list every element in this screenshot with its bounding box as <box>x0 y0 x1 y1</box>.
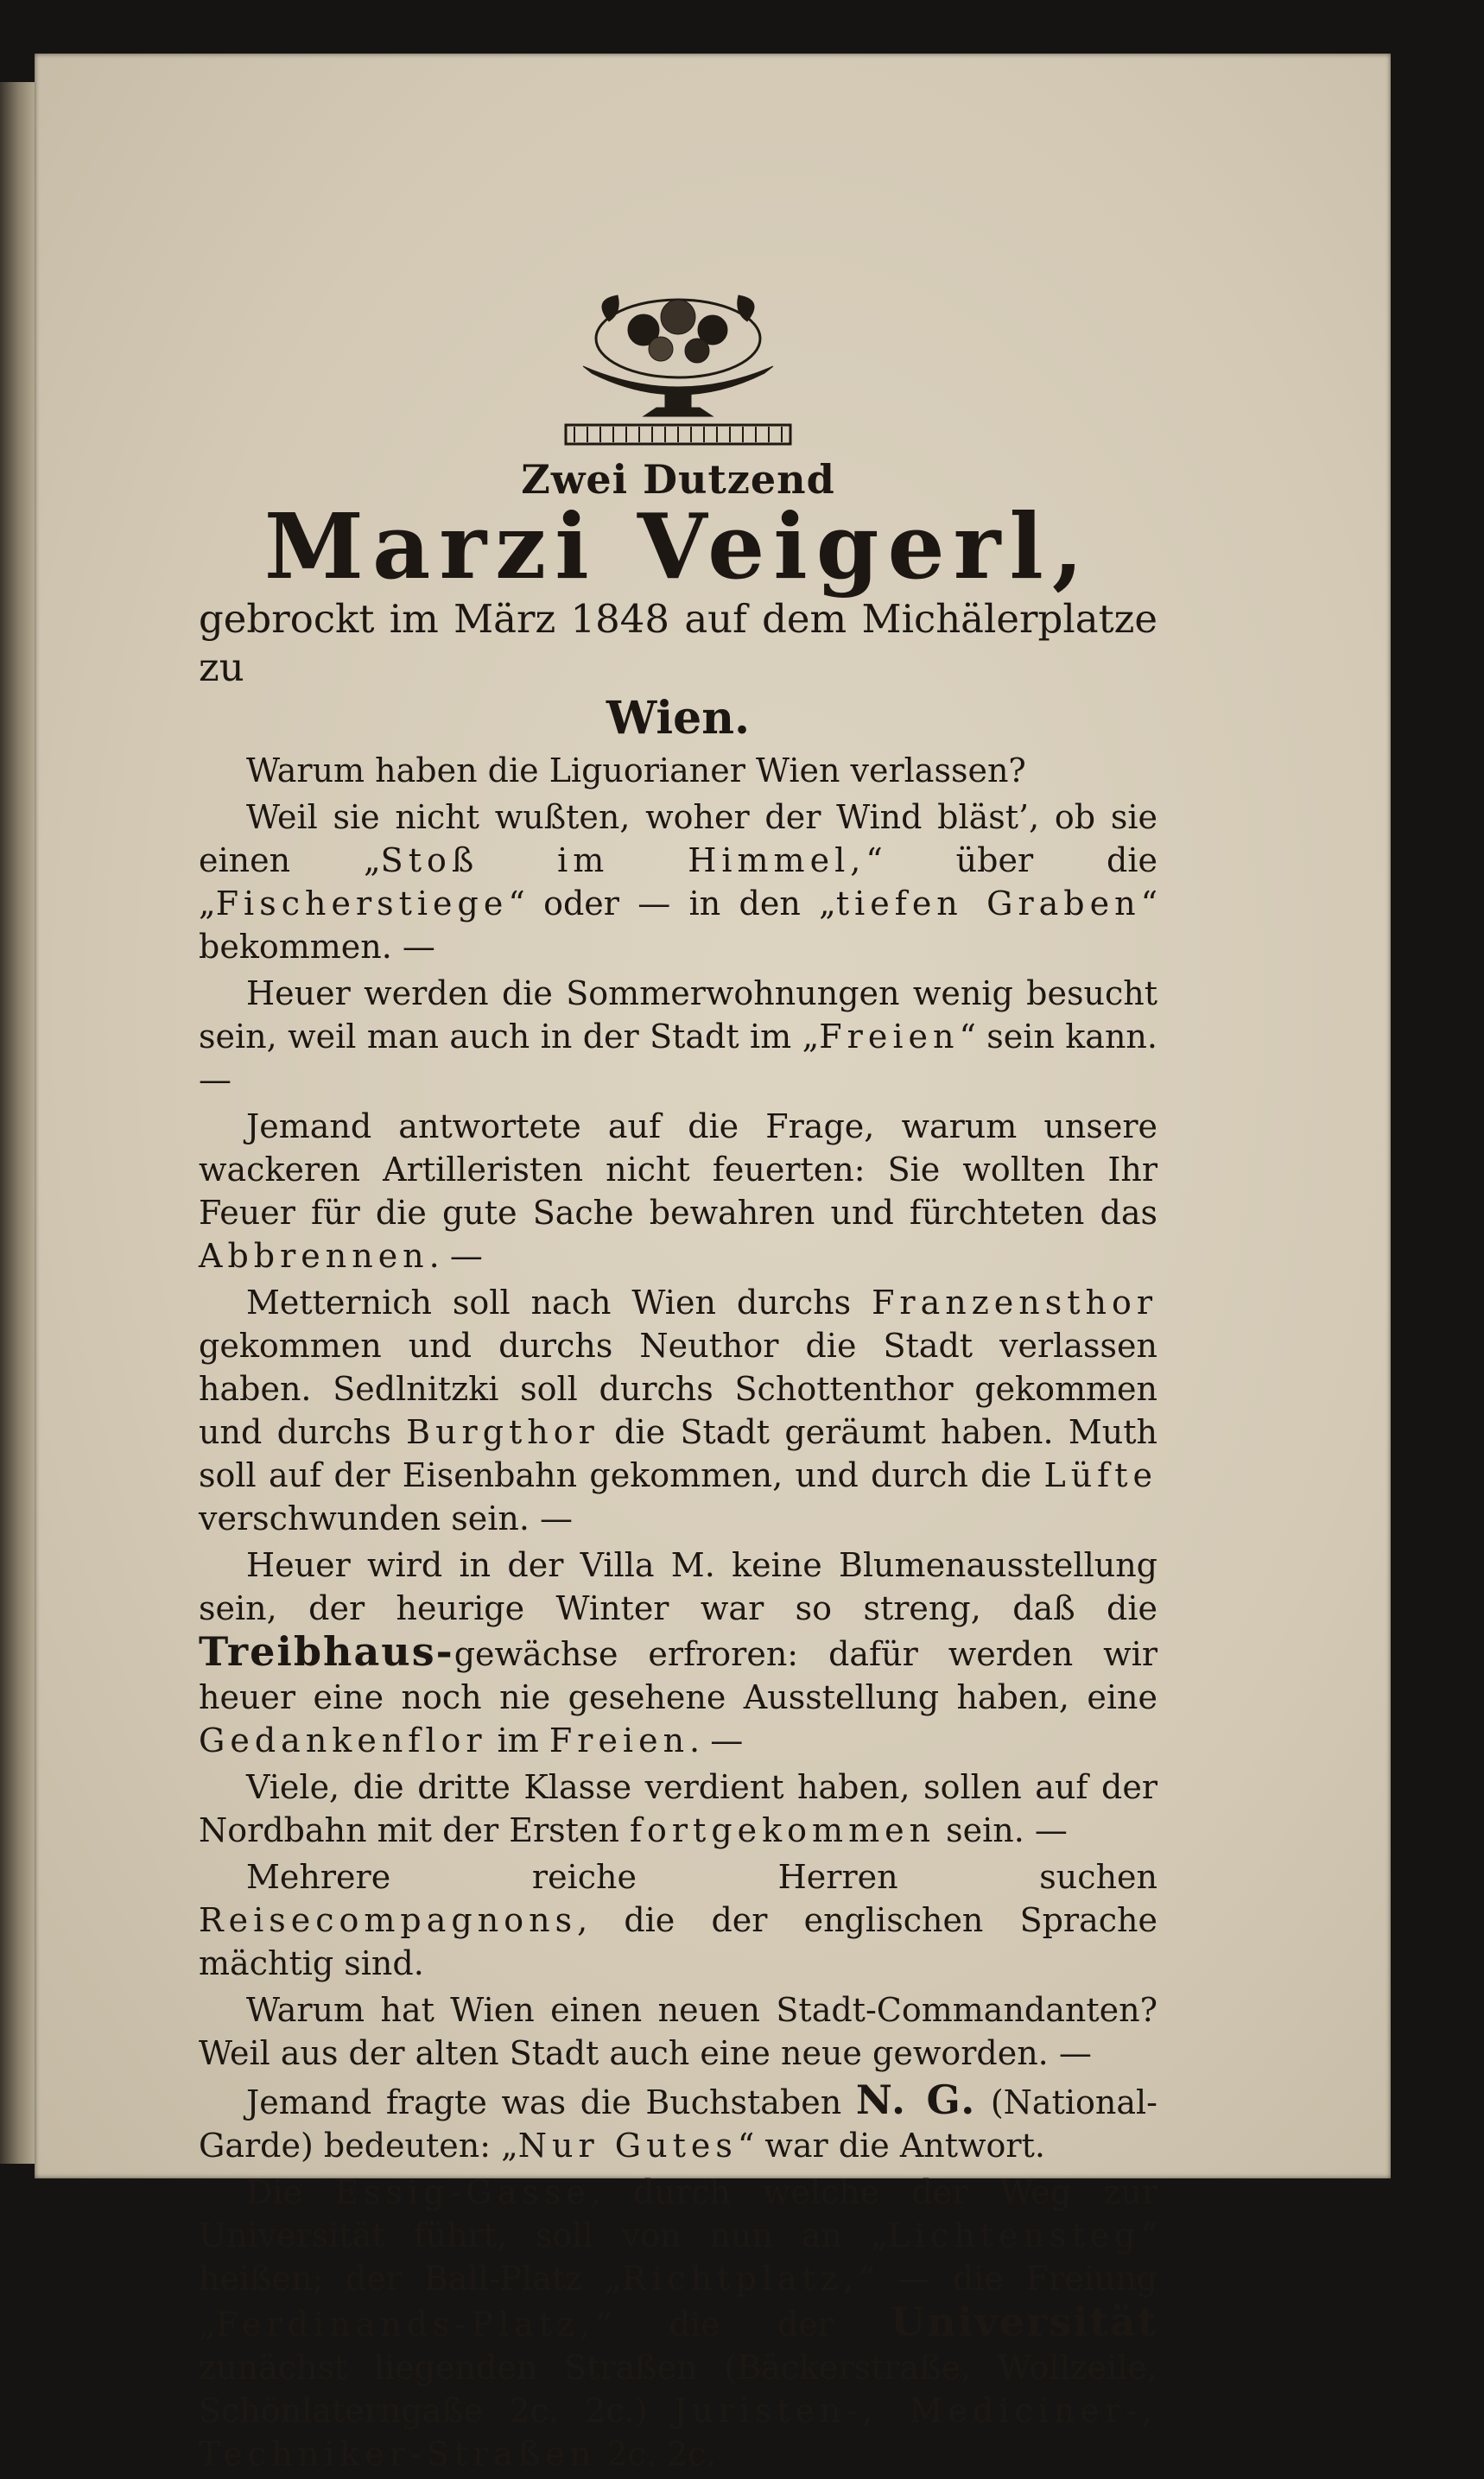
spaced-phrase: Ferdinands-Platz, <box>215 2305 596 2344</box>
paragraph-text: die Stadt geräumt haben. Muth soll auf der Eisenbahn gekommen, und durch die <box>199 1413 1157 1495</box>
spaced-phrase: Fischerstiege <box>215 884 509 923</box>
paragraph-1 <box>199 749 1157 792</box>
paragraph-text: . — <box>428 1237 483 1276</box>
paragraph-8 <box>199 1855 1157 1985</box>
document-page <box>35 54 1391 2474</box>
paragraph-text: , durch welche der Weg zur Universität führt, soll von nun an „ <box>199 2173 1157 2255</box>
spaced-phrase: Lüfte <box>1043 1456 1157 1495</box>
paragraph-2 <box>199 796 1157 968</box>
paragraph-7 <box>199 1766 1157 1852</box>
paragraph-text: Die <box>246 2173 335 2212</box>
paragraph-text: . — <box>689 1721 744 1760</box>
paragraph-10 <box>199 2078 1157 2167</box>
paragraph-text: “ sein kann. — <box>199 1018 1157 1100</box>
paragraph-3 <box>199 972 1157 1101</box>
paragraph-text: , die der englischen Sprache mächtig sind. <box>199 1901 1157 1983</box>
spaced-phrase: Nur Gutes <box>517 2127 738 2165</box>
paragraph-text: gekommen und durchs Neuthor die Stadt verlassen haben. Sedlnitzki soll durchs Schottenthor gekommen und durchs <box>199 1327 1157 1452</box>
title-large: Marzi Veigerl, <box>263 493 1093 599</box>
paragraph-text: (National-Garde) bedeuten: „ <box>199 2083 1158 2165</box>
spaced-phrase: Essig-Gasse <box>334 2173 591 2212</box>
page-content <box>199 287 1157 2479</box>
paragraph-6 <box>199 1544 1157 1762</box>
spaced-phrase: Reisecompagnons <box>199 1901 578 1940</box>
paragraph-text: Heuer werden die Sommerwohnungen wenig besucht sein, weil man auch in der Stadt im „ <box>199 974 1157 1056</box>
paragraph-text: “ war die Antwort. <box>737 2127 1045 2165</box>
spaced-phrase: Burgthor <box>406 1413 599 1452</box>
paragraph-text: Jemand antwortete auf die Frage, warum unsere wackeren Artilleristen nicht feuerten: Sie wollten Ihr Feuer für die gute Sache bewahren und fürchteten das <box>199 1107 1157 1233</box>
paragraph-text: “ heißen; der Ball-Platz „ <box>199 2216 1157 2298</box>
paragraph-text: Weil sie nicht wußten, woher der Wind bläst’, ob sie einen „ <box>199 798 1157 880</box>
paragraph-text: Heuer wird in der Villa M. keine Blumenausstellung sein, der heurige Winter war so streng, daß die <box>199 1546 1157 1628</box>
paragraph-text: “ die der <box>595 2305 891 2344</box>
spaced-phrase: Stoß im Himmel, <box>380 841 866 880</box>
fruit-bowl-vignette-icon <box>549 287 808 451</box>
title-small: Zwei Dutzend <box>521 456 835 503</box>
paragraph-text: im <box>486 1721 549 1760</box>
paragraph-text: “ bekommen. — <box>199 884 1158 967</box>
paragraph-text: “ oder — in den „ <box>508 884 836 923</box>
paragraph-text: gewächse erfroren: dafür werden wir heuer eine noch nie gesehene Ausstellung haben, eine <box>199 1635 1157 1717</box>
spaced-phrase: Franzensthor <box>872 1284 1157 1322</box>
spaced-phrase: Freien <box>549 1721 690 1760</box>
paragraph-9 <box>199 1988 1157 2075</box>
bold-phrase: Universität <box>891 2298 1157 2346</box>
paragraph-text: “ — die Freiung „ <box>199 2260 1157 2344</box>
paragraph-text: zunächst liegenden Straßen (Bäckerstraße, Wollzeile, Schönlaterngaße 2c. 2c.) <box>199 2349 1157 2431</box>
paragraph-text: “ über die „ <box>199 841 1157 923</box>
paragraph-text: 2c. 2c. <box>596 2435 717 2474</box>
spaced-phrase: tiefen Graben <box>835 884 1141 923</box>
paragraph-text: Viele, die dritte Klasse verdient haben, sollen auf der Nordbahn mit der Ersten <box>199 1768 1157 1850</box>
bold-phrase: N. G. <box>855 2076 977 2124</box>
spaced-phrase: Abbrennen <box>199 1237 429 1276</box>
spaced-phrase: Freien <box>819 1018 960 1056</box>
paragraph-text: Jemand fragte was die Buchstaben <box>246 2083 856 2122</box>
paragraph-text: Warum hat Wien einen neuen Stadt-Commandanten? Weil aus der alten Stadt auch eine neue geworden. — <box>199 1991 1157 2073</box>
book-spine <box>0 82 35 2164</box>
spaced-phrase: Gedankenflor <box>199 1721 487 1760</box>
paragraph-4 <box>199 1105 1157 1278</box>
spaced-phrase: fortgekommen <box>629 1811 936 1850</box>
subtitle: gebrockt im März 1848 auf dem Michälerplatze zu <box>199 596 1157 691</box>
city-heading: Wien. <box>606 692 751 745</box>
paragraph-text: Metternich soll nach Wien durchs <box>246 1284 872 1322</box>
bold-phrase: Treibhaus- <box>199 1628 454 1676</box>
paragraph-text: Mehrere reiche Herren suchen <box>246 1858 1157 1897</box>
spaced-phrase: Lichtensteg <box>887 2216 1141 2255</box>
spaced-phrase: Juristen-, Mediciner-, Techniker-Straßen <box>199 2392 1157 2474</box>
paragraph-text: Warum haben die Liguorianer Wien verlassen? <box>246 751 1026 790</box>
spaced-phrase: Richtplatz, <box>621 2260 859 2298</box>
paragraph-text: sein. — <box>935 1811 1068 1850</box>
paragraph-11 <box>199 2171 1157 2476</box>
paragraph-5 <box>199 1281 1157 1540</box>
paragraph-text: verschwunden sein. — <box>199 1499 573 1538</box>
